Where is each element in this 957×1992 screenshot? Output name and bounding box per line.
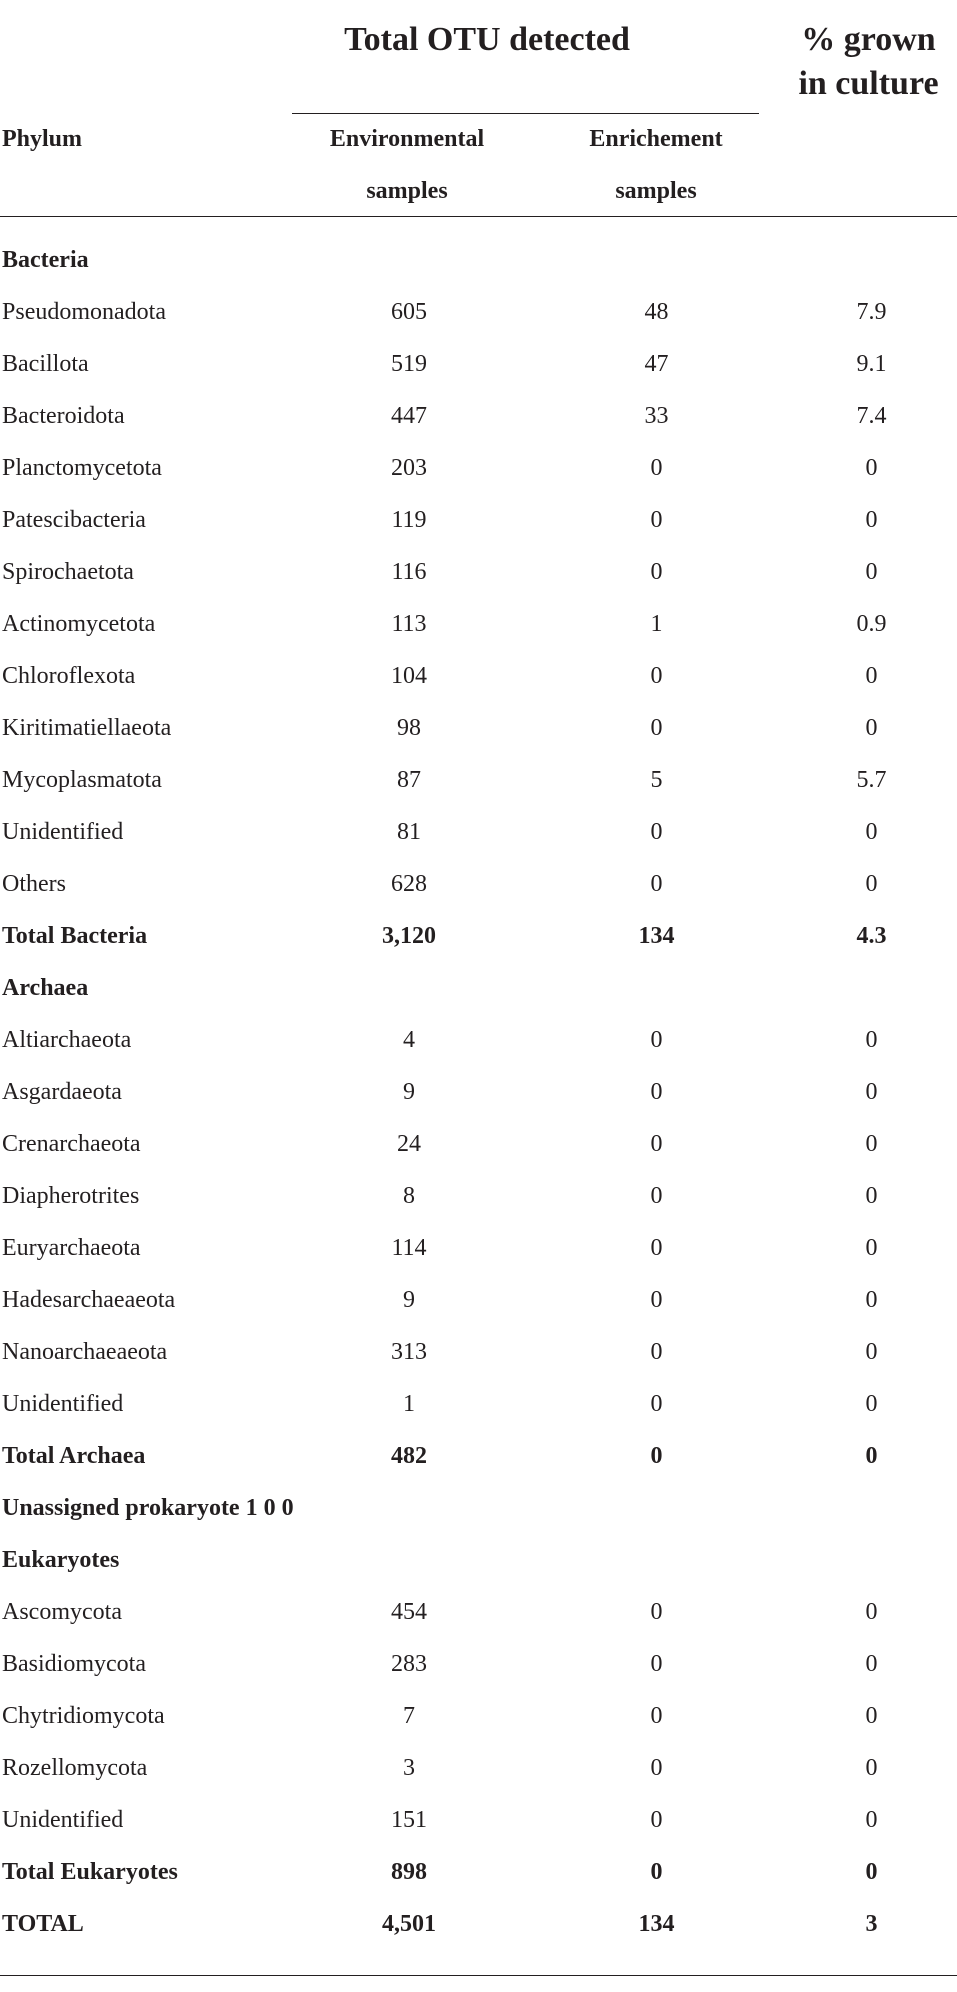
table-row — [0, 702, 957, 754]
pct-grown-cell — [784, 962, 957, 1014]
phylum-cell: Eukaryotes — [2, 1546, 120, 1573]
environmental-cell: 605 — [391, 298, 427, 325]
environmental-cell: 8 — [403, 1182, 415, 1209]
phylum-cell: Pseudomonadota — [2, 298, 166, 325]
environmental-cell: 4 — [403, 1026, 415, 1053]
enrichment-header-line2: samples — [615, 178, 697, 204]
table-row — [0, 1742, 957, 1794]
environmental-cell: 104 — [391, 662, 427, 689]
environmental-header-line2: samples — [366, 178, 448, 204]
pct-grown-cell: 0 — [865, 1286, 878, 1313]
environmental-cell: 98 — [397, 714, 421, 741]
phylum-cell: Total Bacteria — [2, 922, 148, 949]
table-row — [0, 1846, 957, 1898]
pct-grown-cell: 0 — [865, 870, 878, 897]
table-row — [0, 1690, 957, 1742]
table-row — [0, 806, 957, 858]
table-row — [0, 1378, 957, 1430]
pct-grown-header-line2: in culture — [798, 65, 939, 102]
table-row — [0, 1898, 957, 1950]
otu-table — [0, 234, 957, 1950]
phylum-cell: Bacteroidota — [2, 402, 125, 429]
table-row — [0, 1118, 957, 1170]
table-row — [0, 494, 957, 546]
table-row — [0, 546, 957, 598]
phylum-cell: Altiarchaeota — [2, 1026, 132, 1053]
phylum-cell: Bacteria — [2, 246, 89, 273]
pct-grown-header — [780, 18, 957, 106]
environmental-cell: 151 — [391, 1806, 427, 1833]
pct-grown-cell: 3 — [865, 1910, 878, 1937]
phylum-cell: Mycoplasmatota — [2, 766, 162, 793]
phylum-cell: Unidentified — [2, 1390, 124, 1417]
enrichment-cell: 0 — [650, 1182, 663, 1209]
pct-grown-cell — [784, 1534, 957, 1586]
enrichment-cell: 0 — [650, 1234, 663, 1261]
environmental-cell: 628 — [391, 870, 427, 897]
environmental-cell: 9 — [403, 1286, 415, 1313]
enrichment-cell: 0 — [650, 1702, 663, 1729]
phylum-header: Phylum — [2, 126, 83, 152]
environmental-cell: 519 — [391, 350, 427, 377]
pct-grown-cell: 0 — [865, 714, 878, 741]
environmental-cell: 119 — [391, 506, 427, 533]
phylum-cell: Planctomycetota — [2, 454, 162, 481]
enrichment-header-line1: Enrichement — [589, 126, 723, 152]
environmental-cell: 9 — [403, 1078, 415, 1105]
environmental-cell: 454 — [391, 1598, 427, 1625]
phylum-cell: Ascomycota — [2, 1598, 122, 1625]
environmental-cell: 447 — [391, 402, 427, 429]
environmental-cell: 114 — [391, 1234, 427, 1261]
pct-grown-cell: 0 — [865, 1078, 878, 1105]
phylum-cell: TOTAL — [2, 1910, 84, 1937]
enrichment-cell: 0 — [650, 1338, 663, 1365]
phylum-cell: Spirochaetota — [2, 558, 134, 585]
environmental-cell: 7 — [403, 1702, 415, 1729]
table-row — [0, 1014, 957, 1066]
phylum-cell: Hadesarchaeaeota — [2, 1286, 176, 1313]
environmental-cell: 24 — [397, 1130, 421, 1157]
phylum-cell: Kiritimatiellaeota — [2, 714, 172, 741]
enrichment-cell — [529, 234, 784, 286]
environmental-cell — [289, 1534, 529, 1586]
enrichment-cell: 0 — [650, 1442, 663, 1469]
enrichment-cell: 0 — [650, 558, 663, 585]
environmental-cell: 81 — [397, 818, 421, 845]
pct-grown-cell: 0 — [865, 1806, 878, 1833]
phylum-cell: Rozellomycota — [2, 1754, 148, 1781]
phylum-cell: Unassigned prokaryote 1 0 0 — [2, 1494, 294, 1521]
phylum-cell: Unidentified — [2, 1806, 124, 1833]
table-row — [0, 1794, 957, 1846]
header-bottom-rule — [0, 216, 957, 217]
enrichment-cell: 134 — [638, 1910, 675, 1937]
enrichment-cell: 0 — [650, 662, 663, 689]
table-row — [0, 598, 957, 650]
pct-grown-cell: 0 — [865, 1858, 878, 1885]
environmental-cell: 3,120 — [382, 922, 436, 949]
environmental-cell — [289, 1482, 529, 1534]
pct-grown-cell: 0 — [865, 1130, 878, 1157]
phylum-cell: Nanoarchaeaeota — [2, 1338, 168, 1365]
phylum-cell: Chytridiomycota — [2, 1702, 165, 1729]
environmental-cell: 1 — [403, 1390, 415, 1417]
enrichment-cell — [529, 962, 784, 1014]
pct-grown-cell: 0 — [865, 1026, 878, 1053]
enrichment-cell: 134 — [638, 922, 675, 949]
table-row — [0, 1534, 957, 1586]
pct-grown-cell: 0 — [865, 454, 878, 481]
phylum-cell: Chloroflexota — [2, 662, 136, 689]
phylum-cell: Total Archaea — [2, 1442, 146, 1469]
environmental-cell — [289, 962, 529, 1014]
table-row — [0, 390, 957, 442]
environmental-cell: 898 — [391, 1858, 427, 1885]
enrichment-cell: 0 — [650, 1806, 663, 1833]
environmental-cell: 3 — [403, 1754, 415, 1781]
environmental-cell: 283 — [391, 1650, 427, 1677]
table-row — [0, 1482, 957, 1534]
enrichment-samples-header — [536, 113, 776, 217]
pct-grown-cell: 0 — [865, 506, 878, 533]
pct-grown-cell — [784, 234, 957, 286]
table-row — [0, 754, 957, 806]
environmental-cell: 87 — [397, 766, 421, 793]
table-row — [0, 1430, 957, 1482]
pct-grown-cell: 5.7 — [856, 766, 887, 793]
enrichment-cell: 0 — [650, 1390, 663, 1417]
enrichment-cell: 1 — [650, 610, 663, 637]
phylum-cell: Euryarchaeota — [2, 1234, 141, 1261]
pct-grown-cell — [784, 1482, 957, 1534]
environmental-cell: 482 — [391, 1442, 427, 1469]
phylum-cell: Bacillota — [2, 350, 89, 377]
enrichment-cell: 0 — [650, 714, 663, 741]
phylum-cell: Asgardaeota — [2, 1078, 122, 1105]
phylum-cell: Archaea — [2, 974, 89, 1001]
phylum-cell: Actinomycetota — [2, 610, 156, 637]
pct-grown-cell: 0 — [865, 1390, 878, 1417]
environmental-cell: 313 — [391, 1338, 427, 1365]
table-row — [0, 442, 957, 494]
enrichment-cell: 0 — [650, 870, 663, 897]
table-row — [0, 234, 957, 286]
environmental-cell: 4,501 — [382, 1910, 436, 1937]
table-row — [0, 962, 957, 1014]
enrichment-cell: 0 — [650, 1858, 663, 1885]
pct-grown-cell: 0 — [865, 1702, 878, 1729]
table-row — [0, 1066, 957, 1118]
table-row — [0, 286, 957, 338]
enrichment-cell: 0 — [650, 506, 663, 533]
pct-grown-cell: 0 — [865, 1182, 878, 1209]
enrichment-cell: 33 — [644, 402, 669, 429]
table-row — [0, 1638, 957, 1690]
phylum-cell: Patescibacteria — [2, 506, 146, 533]
table-row — [0, 338, 957, 390]
enrichment-cell: 5 — [650, 766, 663, 793]
pct-grown-cell: 0 — [865, 558, 878, 585]
phylum-cell: Diapherotrites — [2, 1182, 140, 1209]
pct-grown-header-line1: % grown — [801, 21, 936, 58]
enrichment-cell: 0 — [650, 454, 663, 481]
enrichment-cell: 48 — [644, 298, 669, 325]
table-row — [0, 1586, 957, 1638]
pct-grown-cell: 0 — [865, 818, 878, 845]
pct-grown-cell: 0 — [865, 1338, 878, 1365]
table-row — [0, 1274, 957, 1326]
table-row — [0, 650, 957, 702]
environmental-cell: 203 — [391, 454, 427, 481]
environmental-cell: 113 — [391, 610, 427, 637]
enrichment-cell: 0 — [650, 1754, 663, 1781]
table-row — [0, 858, 957, 910]
phylum-cell: Crenarchaeota — [2, 1130, 141, 1157]
enrichment-cell: 0 — [650, 818, 663, 845]
table-row — [0, 1222, 957, 1274]
pct-grown-cell: 0 — [865, 662, 878, 689]
pct-grown-cell: 0 — [865, 1234, 878, 1261]
pct-grown-cell: 0.9 — [856, 610, 887, 637]
pct-grown-cell: 4.3 — [856, 922, 887, 949]
phylum-cell: Unidentified — [2, 818, 124, 845]
enrichment-cell: 47 — [644, 350, 669, 377]
total-otu-detected-header: Total OTU detected — [344, 21, 630, 58]
phylum-cell: Total Eukaryotes — [2, 1858, 178, 1885]
pct-grown-cell: 9.1 — [856, 350, 887, 377]
table-bottom-rule — [0, 1975, 957, 1976]
enrichment-cell — [529, 1482, 784, 1534]
enrichment-cell: 0 — [650, 1286, 663, 1313]
environmental-cell: 116 — [391, 558, 427, 585]
environmental-samples-header — [287, 113, 527, 217]
enrichment-cell: 0 — [650, 1026, 663, 1053]
enrichment-cell — [529, 1534, 784, 1586]
phylum-cell: Others — [2, 870, 66, 897]
pct-grown-cell: 0 — [865, 1754, 878, 1781]
environmental-cell — [289, 234, 529, 286]
pct-grown-cell: 7.4 — [856, 402, 887, 429]
enrichment-cell: 0 — [650, 1598, 663, 1625]
pct-grown-cell: 7.9 — [856, 298, 887, 325]
table-row — [0, 1170, 957, 1222]
pct-grown-cell: 0 — [865, 1442, 878, 1469]
enrichment-cell: 0 — [650, 1078, 663, 1105]
pct-grown-cell: 0 — [865, 1650, 878, 1677]
table-row — [0, 1326, 957, 1378]
enrichment-cell: 0 — [650, 1650, 663, 1677]
pct-grown-cell: 0 — [865, 1598, 878, 1625]
otu-table-body — [0, 234, 957, 1950]
enrichment-cell: 0 — [650, 1130, 663, 1157]
table-row — [0, 910, 957, 962]
environmental-header-line1: Environmental — [329, 126, 485, 152]
phylum-cell: Basidiomycota — [2, 1650, 146, 1677]
